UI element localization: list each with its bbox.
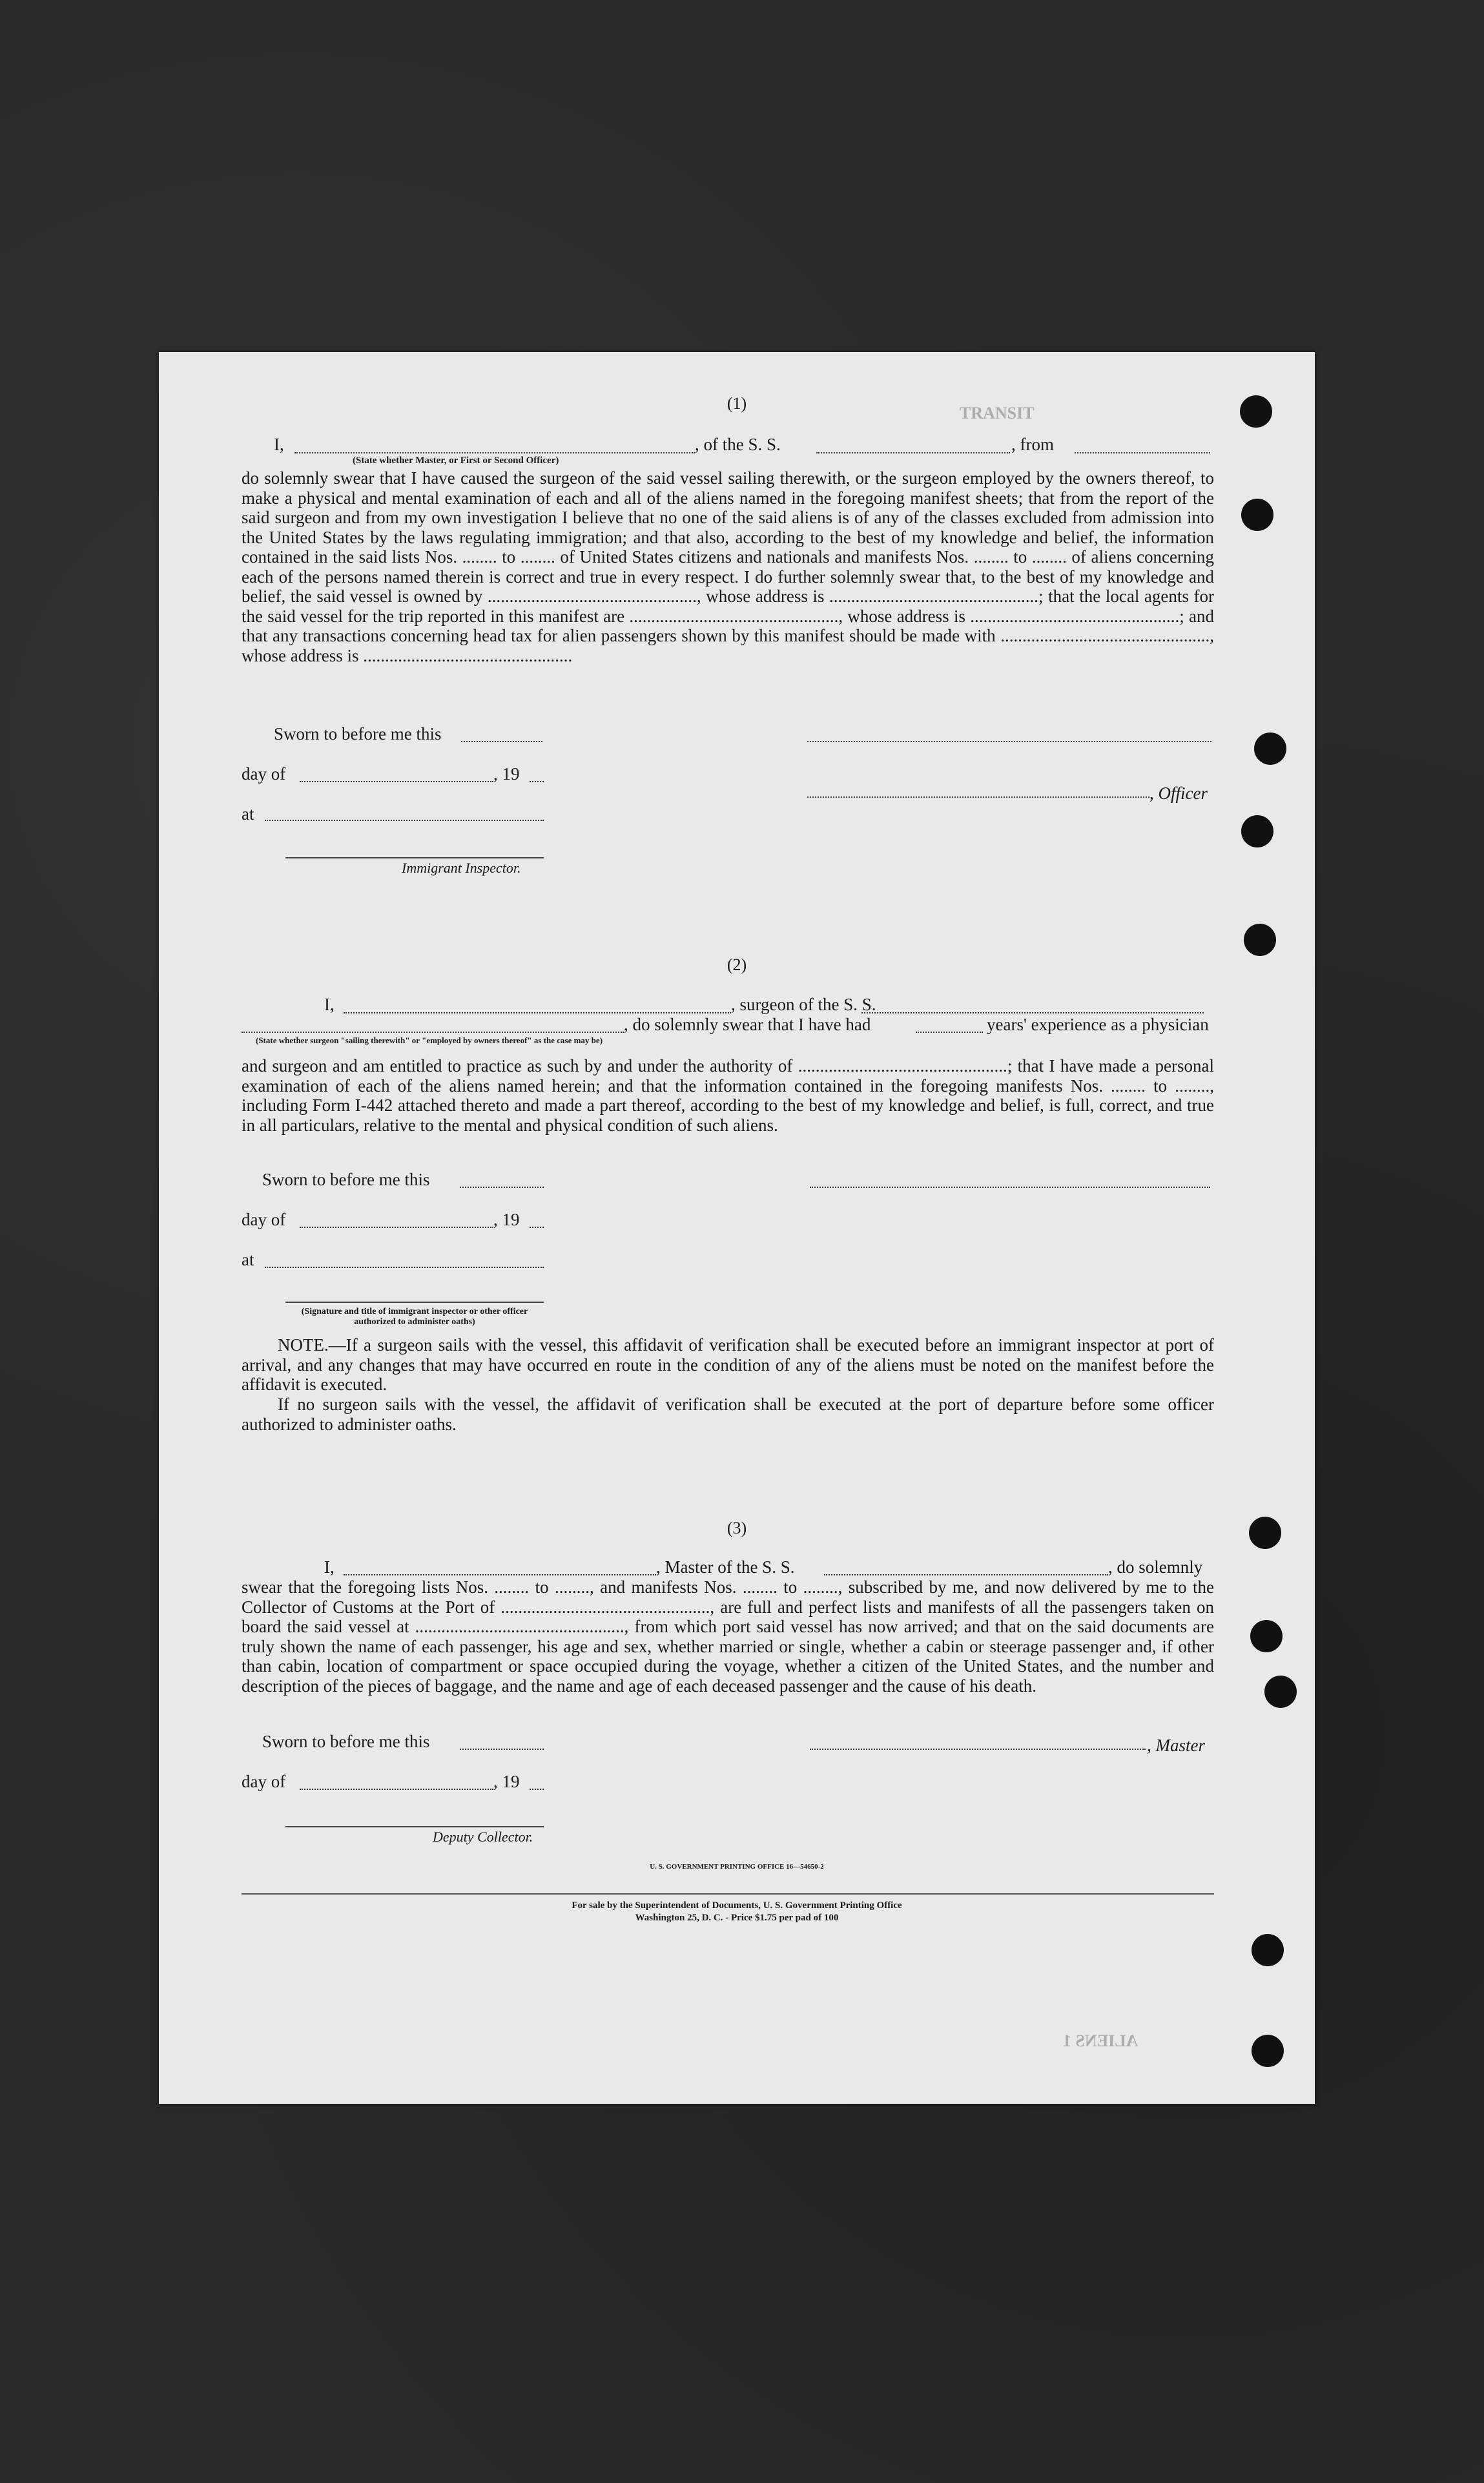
section-1-at-label: at: [242, 804, 254, 824]
section-1-year-field[interactable]: [530, 781, 544, 782]
section-1-day-label: day of: [242, 764, 286, 784]
section-2-at-field[interactable]: [265, 1267, 544, 1268]
vessel-name-field[interactable]: [816, 452, 1010, 453]
section-3-vessel-field[interactable]: [824, 1574, 1108, 1575]
section-3-day-field[interactable]: [300, 1789, 493, 1790]
deputy-collector-signature-line[interactable]: [285, 1826, 544, 1827]
section-2-i-label: I,: [324, 995, 335, 1014]
footer-divider: [242, 1893, 1214, 1895]
inspector-signature-line[interactable]: [285, 857, 544, 858]
binder-hole: [1240, 395, 1272, 428]
section-3-year-label: , 19: [493, 1772, 520, 1791]
section-2-signature-note: (Signature and title of immigrant inspector or other officer authorized to administer oaths): [301, 1307, 528, 1327]
from-label: , from: [1011, 435, 1054, 454]
printing-office-line: U. S. GOVERNMENT PRINTING OFFICE 16—54650-2: [650, 1863, 824, 1871]
years-physician-label: years' experience as a physician: [987, 1015, 1209, 1034]
section-2-year-label: , 19: [493, 1210, 520, 1229]
section-2-day-label: day of: [242, 1210, 286, 1229]
years-experience-field[interactable]: [916, 1032, 983, 1033]
section-3-i-label: I,: [324, 1557, 335, 1577]
note-1-text: —If a surgeon sails with the vessel, this affidavit of verification shall be executed before an immigrant inspector at port of arrival, and any changes that may have occurred en route in the condition of any of the aliens must be noted on the manifest before the affidavit is executed.: [242, 1335, 1214, 1394]
section-3-sworn-field[interactable]: [460, 1749, 544, 1750]
footer-line-1: For sale by the Superintendent of Documents, U. S. Government Printing Office: [572, 1900, 902, 1911]
master-name-field[interactable]: [344, 1574, 656, 1575]
officer-name-field[interactable]: [294, 452, 695, 453]
master-of-ss-label: , Master of the S. S.: [656, 1557, 795, 1577]
footer-line-2: Washington 25, D. C. - Price $1.75 per pad of 100: [635, 1913, 839, 1923]
section-2-note-2: If no surgeon sails with the vessel, the affidavit of verification shall be executed at the port of departure before some officer authorized to administer oaths.: [242, 1395, 1214, 1434]
master-label: , Master: [1147, 1736, 1205, 1755]
inspector-label: Immigrant Inspector.: [402, 860, 521, 876]
do-solemnly-label: , do solemnly: [1108, 1557, 1203, 1577]
binder-hole: [1244, 924, 1276, 956]
manifest-form-page: [159, 352, 1315, 2104]
surgeon-of-label: , surgeon of the S. S.: [731, 995, 876, 1014]
deputy-collector-label: Deputy Collector.: [433, 1829, 533, 1845]
from-port-field[interactable]: [1075, 452, 1210, 453]
section-2-number: (2): [727, 955, 747, 974]
section-1-day-field[interactable]: [300, 781, 493, 782]
note-label: NOTE.: [278, 1335, 329, 1355]
surgeon-name-field[interactable]: [344, 1012, 731, 1013]
section-1-number: (1): [727, 394, 747, 413]
section-2-sworn-label: Sworn to before me this: [262, 1170, 430, 1189]
section-1-signature-line[interactable]: [807, 741, 1211, 742]
surgeon-type-note: (State whether surgeon "sailing therewith" or "employed by owners thereof" as the case may be): [256, 1035, 603, 1045]
section-1-at-field[interactable]: [265, 820, 544, 821]
transit-stamp: TRANSIT: [960, 404, 1035, 422]
binder-hole: [1249, 1517, 1281, 1549]
section-2-vessel-field[interactable]: [861, 1012, 1204, 1013]
section-2-inspector-signature-line[interactable]: [285, 1302, 544, 1303]
section-2-note-1: [242, 1335, 1214, 1395]
section-1-sworn-label: Sworn to before me this: [274, 724, 442, 743]
section-1-oath-text: do solemnly swear that I have caused the surgeon of the said vessel sailing therewith, or the surgeon employed by the owners thereof, to make a physical and mental examination of each and all of the aliens named in the foregoing manifest sheets; that from the report of the said surgeon and from my own investigation I believe that no one of the said aliens is of any of the classes excluded from admission into the United States by the laws regulating immigration; and that also, according to the best of my knowledge and belief, the information contained in the said lists Nos. ........ to ........ of United States citizens and nationals and manifests Nos. ........ to ........ of aliens concerning each of the persons named therein is correct and true in every respect. I do further solemnly swear that, to the best of my knowledge and belief, the said vessel is owned by ................................................, whose address is ................................................; that the local agents for the said vessel for the trip reported in this manifest are ................................................, whose address is ................................................; and that any transactions concerning head tax for alien passengers shown by this manifest should be made with ................................................, whose address is ................................................: [242, 468, 1214, 665]
binder-hole: [1254, 732, 1286, 765]
section-1-i-label: I,: [274, 435, 284, 454]
binder-hole: [1252, 2035, 1284, 2067]
binder-hole: [1252, 1934, 1284, 1966]
swear-years-label: , do solemnly swear that I have had: [624, 1015, 871, 1034]
officer-rank-note: (State whether Master, or First or Second Officer): [353, 455, 559, 466]
master-signature-line[interactable]: [810, 1749, 1146, 1750]
section-2-day-field[interactable]: [300, 1227, 493, 1228]
binder-hole: [1241, 499, 1273, 531]
officer-signature-line[interactable]: [807, 796, 1149, 798]
of-ss-label: , of the S. S.: [695, 435, 781, 454]
form-code-stamp: ALIENS 1: [1063, 2031, 1139, 2050]
section-3-oath-text: swear that the foregoing lists Nos. ........ to ........, and manifests Nos. ........ to ........, subscribed by me, and now delivered by me to the Collector of Customs at the Port of ................................................, are full and perfect lists and manifests of all the passengers taken on board the said vessel at ................................................, from which port said vessel has now arrived; and that on the said documents are truly shown the name of each passenger, his age and sex, whether married or single, whether a cabin or steerage passenger and, if other than cabin, location of compartment or space occupied during the voyage, whether a citizen of the United States, and the number and description of the pieces of baggage, and the name and age of each deceased passenger and the cause of his death.: [242, 1577, 1214, 1696]
officer-label: , Officer: [1149, 784, 1208, 803]
section-2-sworn-field[interactable]: [460, 1187, 544, 1188]
surgeon-signature-line[interactable]: [810, 1187, 1210, 1188]
section-2-oath-text: and surgeon and am entitled to practice as such by and under the authority of ................................................; that I have made a personal examination of each of the aliens named herein; and that the information contained in the foregoing manifests Nos. ........ to ........, including Form I-442 attached thereto and made a part thereof, according to the best of my knowledge and belief, is full, correct, and true in all particulars, relative to the mental and physical condition of such aliens.: [242, 1056, 1214, 1135]
binder-hole: [1241, 815, 1273, 847]
section-3-year-field[interactable]: [530, 1789, 544, 1790]
section-2-at-label: at: [242, 1250, 254, 1269]
binder-hole: [1250, 1620, 1283, 1652]
surgeon-type-field[interactable]: [242, 1032, 624, 1033]
section-1-sworn-field[interactable]: [461, 741, 542, 742]
section-3-sworn-label: Sworn to before me this: [262, 1732, 430, 1751]
binder-hole: [1264, 1676, 1297, 1708]
section-3-day-label: day of: [242, 1772, 286, 1791]
section-3-number: (3): [727, 1519, 747, 1537]
section-2-year-field[interactable]: [530, 1227, 544, 1228]
section-1-year-label: , 19: [493, 764, 520, 784]
